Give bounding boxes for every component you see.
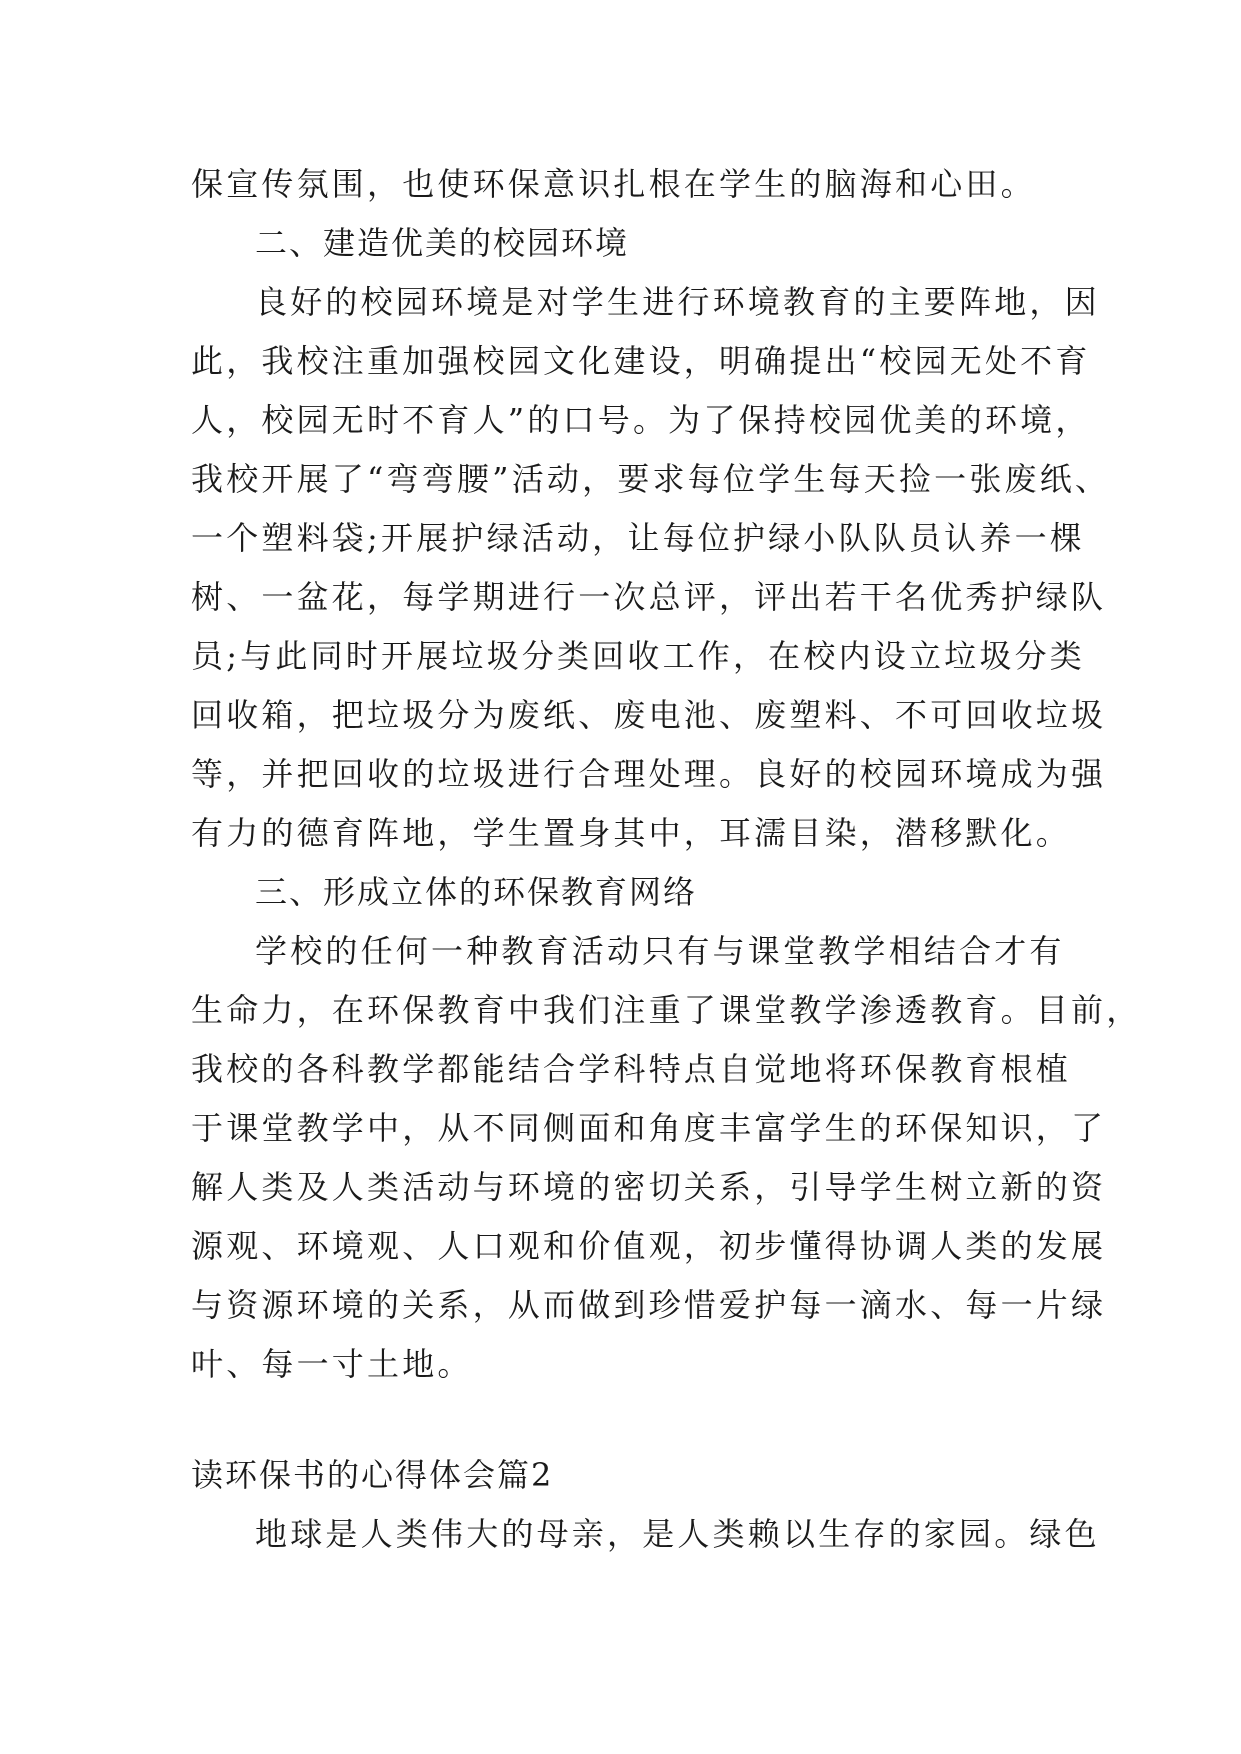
paragraph-line: 解人类及人类活动与环境的密切关系，引导学生树立新的资 [191,1168,1107,1206]
paragraph-line: 人，校园无时不育人”的口号。为了保持校园优美的环境， [191,401,1091,439]
article-title: 读环保书的心得体会篇2 [191,1456,554,1494]
paragraph-line: 等，并把回收的垃圾进行合理处理。良好的校园环境成为强 [191,755,1107,793]
paragraph-line: 我校开展了“弯弯腰”活动，要求每位学生每天捡一张废纸、 [191,460,1111,498]
paragraph-line: 回收箱，把垃圾分为废纸、废电池、废塑料、不可回收垃圾 [191,696,1107,734]
paragraph-line: 学校的任何一种教育活动只有与课堂教学相结合才有 [255,932,1065,970]
paragraph-line: 地球是人类伟大的母亲，是人类赖以生存的家园。绿色 [255,1515,1100,1553]
paragraph-line: 我校的各科教学都能结合学科特点自觉地将环保教育根植 [191,1050,1072,1088]
paragraph-line: 于课堂教学中，从不同侧面和角度丰富学生的环保知识，了 [191,1109,1107,1147]
paragraph-line: 生命力，在环保教育中我们注重了课堂教学渗透教育。目前， [191,991,1142,1029]
paragraph-line: 有力的德育阵地，学生置身其中，耳濡目染，潜移默化。 [191,814,1072,852]
section-heading-2: 二、建造优美的校园环境 [255,224,630,262]
paragraph-line: 良好的校园环境是对学生进行环境教育的主要阵地，因 [255,283,1100,321]
section-heading-3: 三、形成立体的环保教育网络 [255,873,698,911]
paragraph-line: 一个塑料袋;开展护绿活动，让每位护绿小队队员认养一棵 [191,519,1085,557]
paragraph-line: 与资源环境的关系，从而做到珍惜爱护每一滴水、每一片绿 [191,1286,1107,1324]
paragraph-line: 树、一盆花，每学期进行一次总评，评出若干名优秀护绿队 [191,578,1107,616]
paragraph-line: 保宣传氛围，也使环保意识扎根在学生的脑海和心田。 [191,165,1036,203]
paragraph-line: 叶、每一寸土地。 [191,1345,473,1383]
paragraph-line: 源观、环境观、人口观和价值观，初步懂得协调人类的发展 [191,1227,1107,1265]
paragraph-line: 此，我校注重加强校园文化建设，明确提出“校园无处不育 [191,342,1091,380]
paragraph-line: 员;与此同时开展垃圾分类回收工作，在校内设立垃圾分类 [191,637,1085,675]
